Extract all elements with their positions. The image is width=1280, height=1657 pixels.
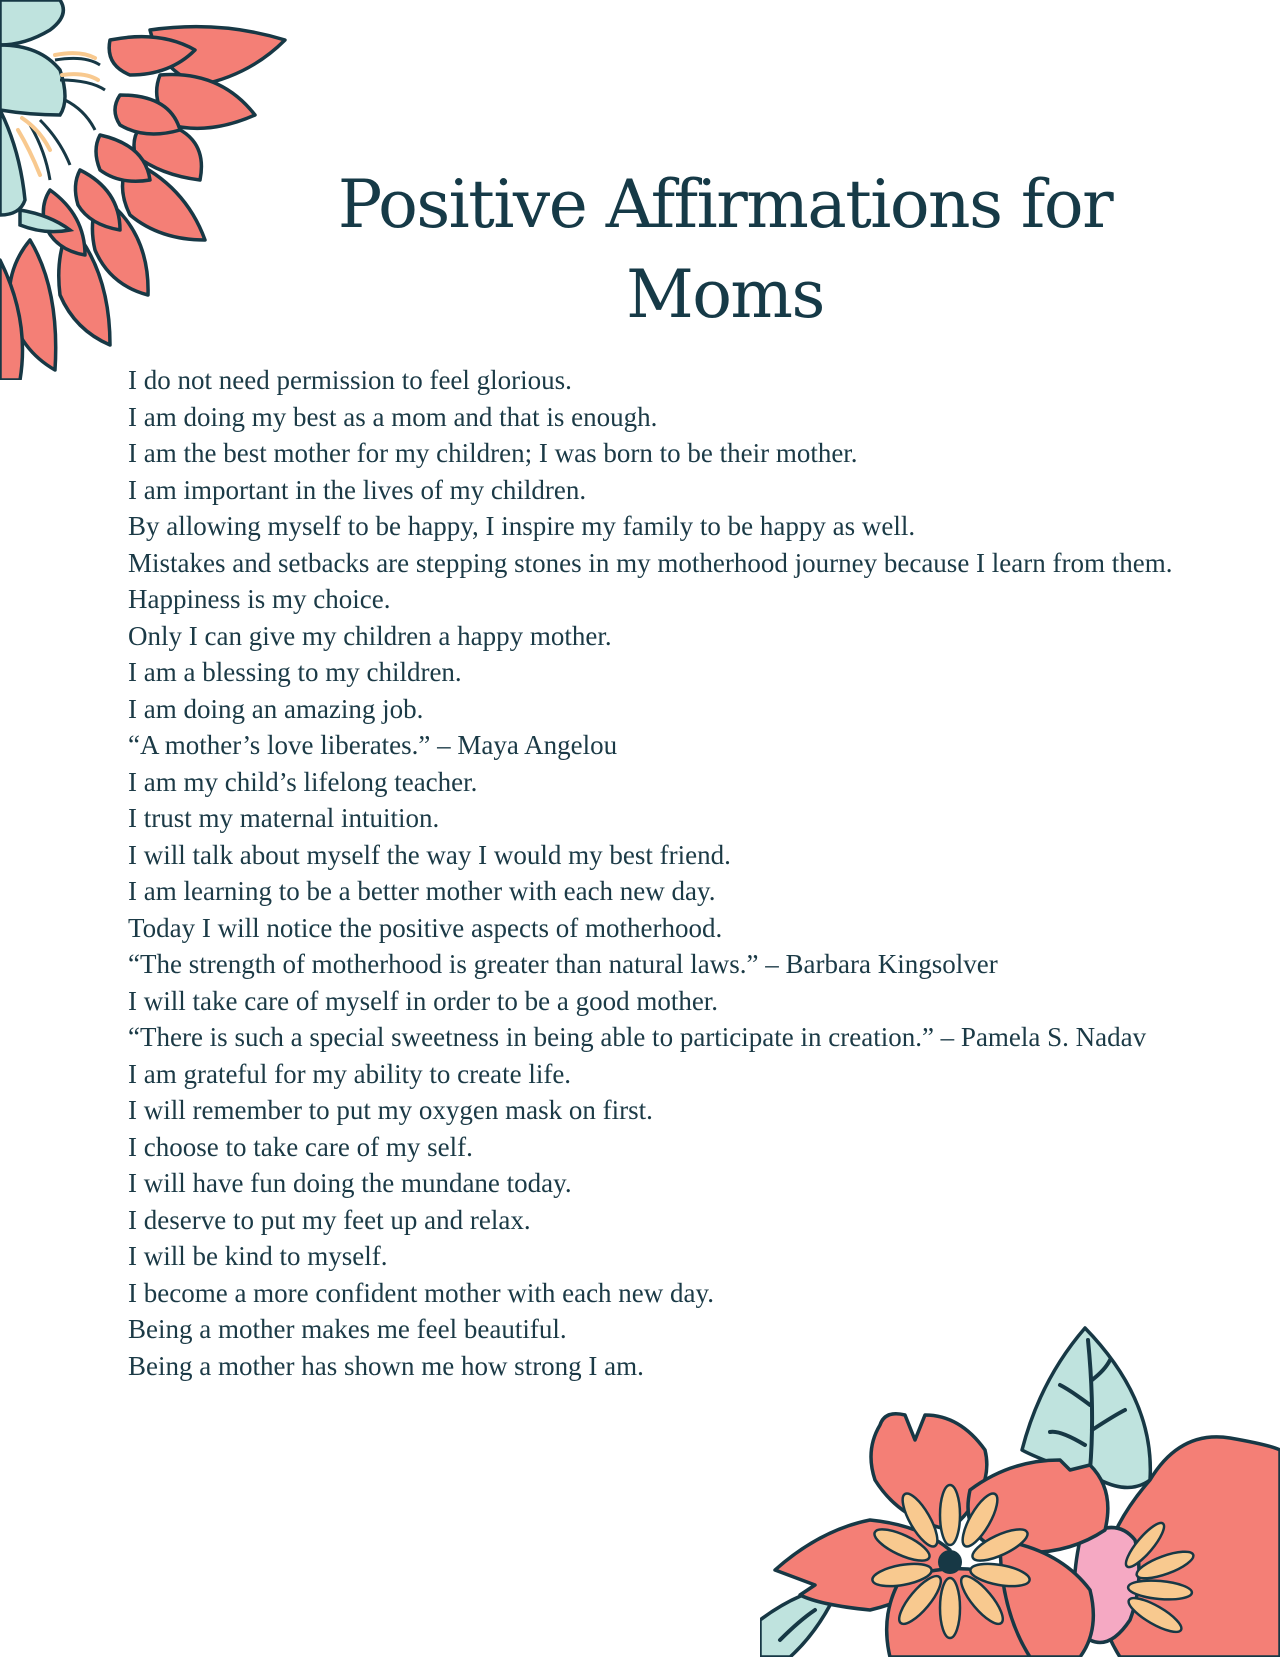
affirmation-item: I do not need permission to feel glorious. [128,365,572,395]
title-line-1: Positive Affirmations for [337,166,1113,243]
affirmation-item: I am important in the lives of my children. [128,474,587,505]
affirmation-item: Being a mother has shown me how strong I am. [128,1350,644,1381]
affirmation-item: I will remember to put my oxygen mask on first. [128,1095,653,1125]
affirmation-item: “A mother’s love liberates.” – Maya Angelou [128,730,618,760]
affirmation-item: I am doing my best as a mom and that is enough. [128,401,658,432]
affirmation-item: I will be kind to myself. [128,1241,388,1271]
affirmation-item: I deserve to put my feet up and relax. [128,1204,531,1235]
affirmation-item: I will have fun doing the mundane today. [128,1168,572,1198]
affirmation-item: I am my child’s lifelong teacher. [128,766,478,797]
affirmation-item: Happiness is my choice. [128,584,391,614]
affirmation-item: I am learning to be a better mother with each new day. [128,876,716,906]
affirmation-item: I choose to take care of my self. [128,1131,473,1162]
affirmation-item: Today I will notice the positive aspects of motherhood. [128,912,723,943]
affirmation-item: I am a blessing to my children. [128,657,462,687]
affirmation-item: Being a mother makes me feel beautiful. [128,1314,567,1344]
affirmation-item: I am doing an amazing job. [128,693,424,724]
affirmation-item: “There is such a special sweetness in being able to participate in creation.” – Pamela S. Nadav [128,1022,1147,1052]
affirmation-item: “The strength of motherhood is greater than natural laws.” – Barbara Kingsolver [128,949,998,979]
affirmation-item: I will talk about myself the way I would my best friend. [128,839,731,870]
affirmation-item: I will take care of myself in order to be a good mother. [128,985,719,1016]
affirmation-item: I trust my maternal intuition. [128,803,440,833]
affirmation-item: I am grateful for my ability to create life. [128,1058,572,1089]
affirmation-item: I am the best mother for my children; I was born to be their mother. [128,438,858,468]
affirmation-item: Only I can give my children a happy mother. [128,620,612,651]
flower-bouquet-icon [760,1320,1280,1657]
affirmation-item: I become a more confident mother with each new day. [128,1277,715,1308]
affirmation-item: Mistakes and setbacks are stepping stones in my motherhood journey because I learn from them. [128,547,1173,578]
affirmation-item: By allowing myself to be happy, I inspire my family to be happy as well. [128,511,916,541]
title-line-2: Moms [626,256,824,333]
affirmations-list [128,362,1178,1384]
page-title [250,160,1200,340]
